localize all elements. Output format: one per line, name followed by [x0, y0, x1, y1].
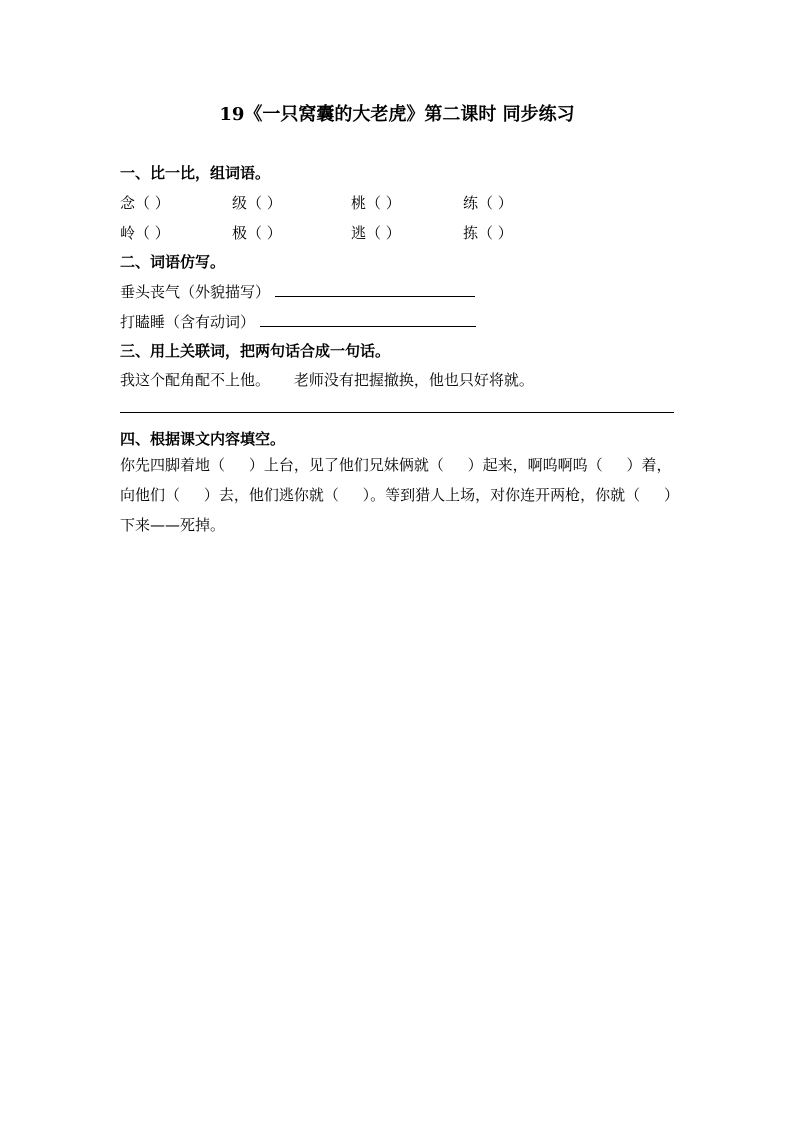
compare-word-6: 极（ ） [232, 224, 282, 242]
imitation-item-1-label: 垂头丧气（外貌描写） [120, 283, 271, 301]
section3-heading: 三、用上关联词，把两句话合成一句话。 [120, 342, 391, 360]
compare-word-5: 岭（ ） [120, 224, 170, 242]
compare-word-8: 拣（ ） [463, 224, 513, 242]
answer-line-3[interactable] [120, 412, 674, 413]
section2-heading: 二、词语仿写。 [120, 253, 226, 271]
page-title: 19《一只窝囊的大老虎》第二课时 同步练习 [219, 104, 575, 125]
compare-word-4: 练（ ） [463, 194, 513, 212]
answer-line-1[interactable] [275, 282, 475, 297]
compare-word-3: 桃（ ） [351, 194, 401, 212]
compare-word-2: 级（ ） [232, 194, 282, 212]
imitation-item-1 [120, 281, 475, 302]
section3-sentences: 我这个配角配不上他。 老师没有把握撤换，他也只好将就。 [120, 371, 534, 389]
section1-heading: 一、比一比，组词语。 [120, 164, 271, 182]
imitation-item-2-label: 打瞌睡（含有动词） [120, 313, 256, 331]
fill-in-paragraph: 你先四脚着地（ ）上台，见了他们兄妹俩就（ ）起来，啊呜啊呜（ ）着，向他们（ ）去，他们逃你就（ ）。等到猎人上场，对你连开两枪，你就（ ）下来——死掉。 [120, 456, 680, 534]
imitation-item-2 [120, 311, 476, 332]
section4-heading: 四、根据课文内容填空。 [120, 430, 286, 448]
compare-word-1: 念（ ） [120, 194, 170, 212]
answer-line-2[interactable] [260, 312, 476, 327]
compare-word-7: 逃（ ） [351, 224, 401, 242]
